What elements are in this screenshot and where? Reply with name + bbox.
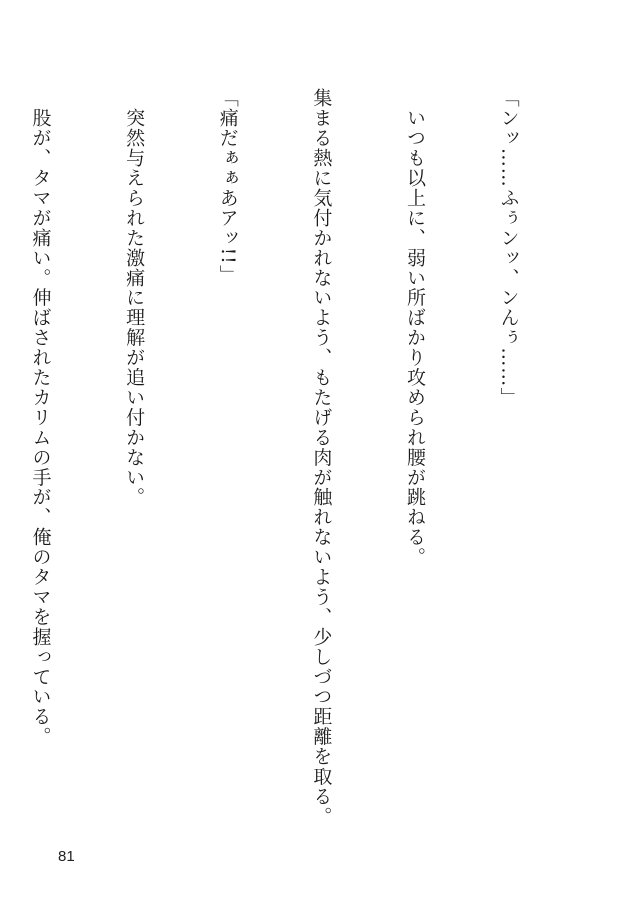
text-line-2: いつも以上に、弱い所ばかり攻められ腰が跳ねる。 [403,88,426,567]
vertical-text-body [0,88,586,828]
text-line-5: 突然与えられた激痛に理解が追い付かない。 [123,88,146,507]
text-line-4: 「痛だぁぁあアッ!!」 [216,88,239,285]
text-line-3: 集まる熱に気付かれないよう、もたげる肉が触れないよう、少しづつ距離を取る。 [310,88,333,827]
text-line-1: 「ンッ……ふぅンッ、ンんぅ……」 [497,88,520,408]
text-line-6: 股が、タマが痛い。伸ばされたカリムの手が、俺のタマを握っている。 [29,88,52,747]
page-number: 81 [58,848,75,865]
